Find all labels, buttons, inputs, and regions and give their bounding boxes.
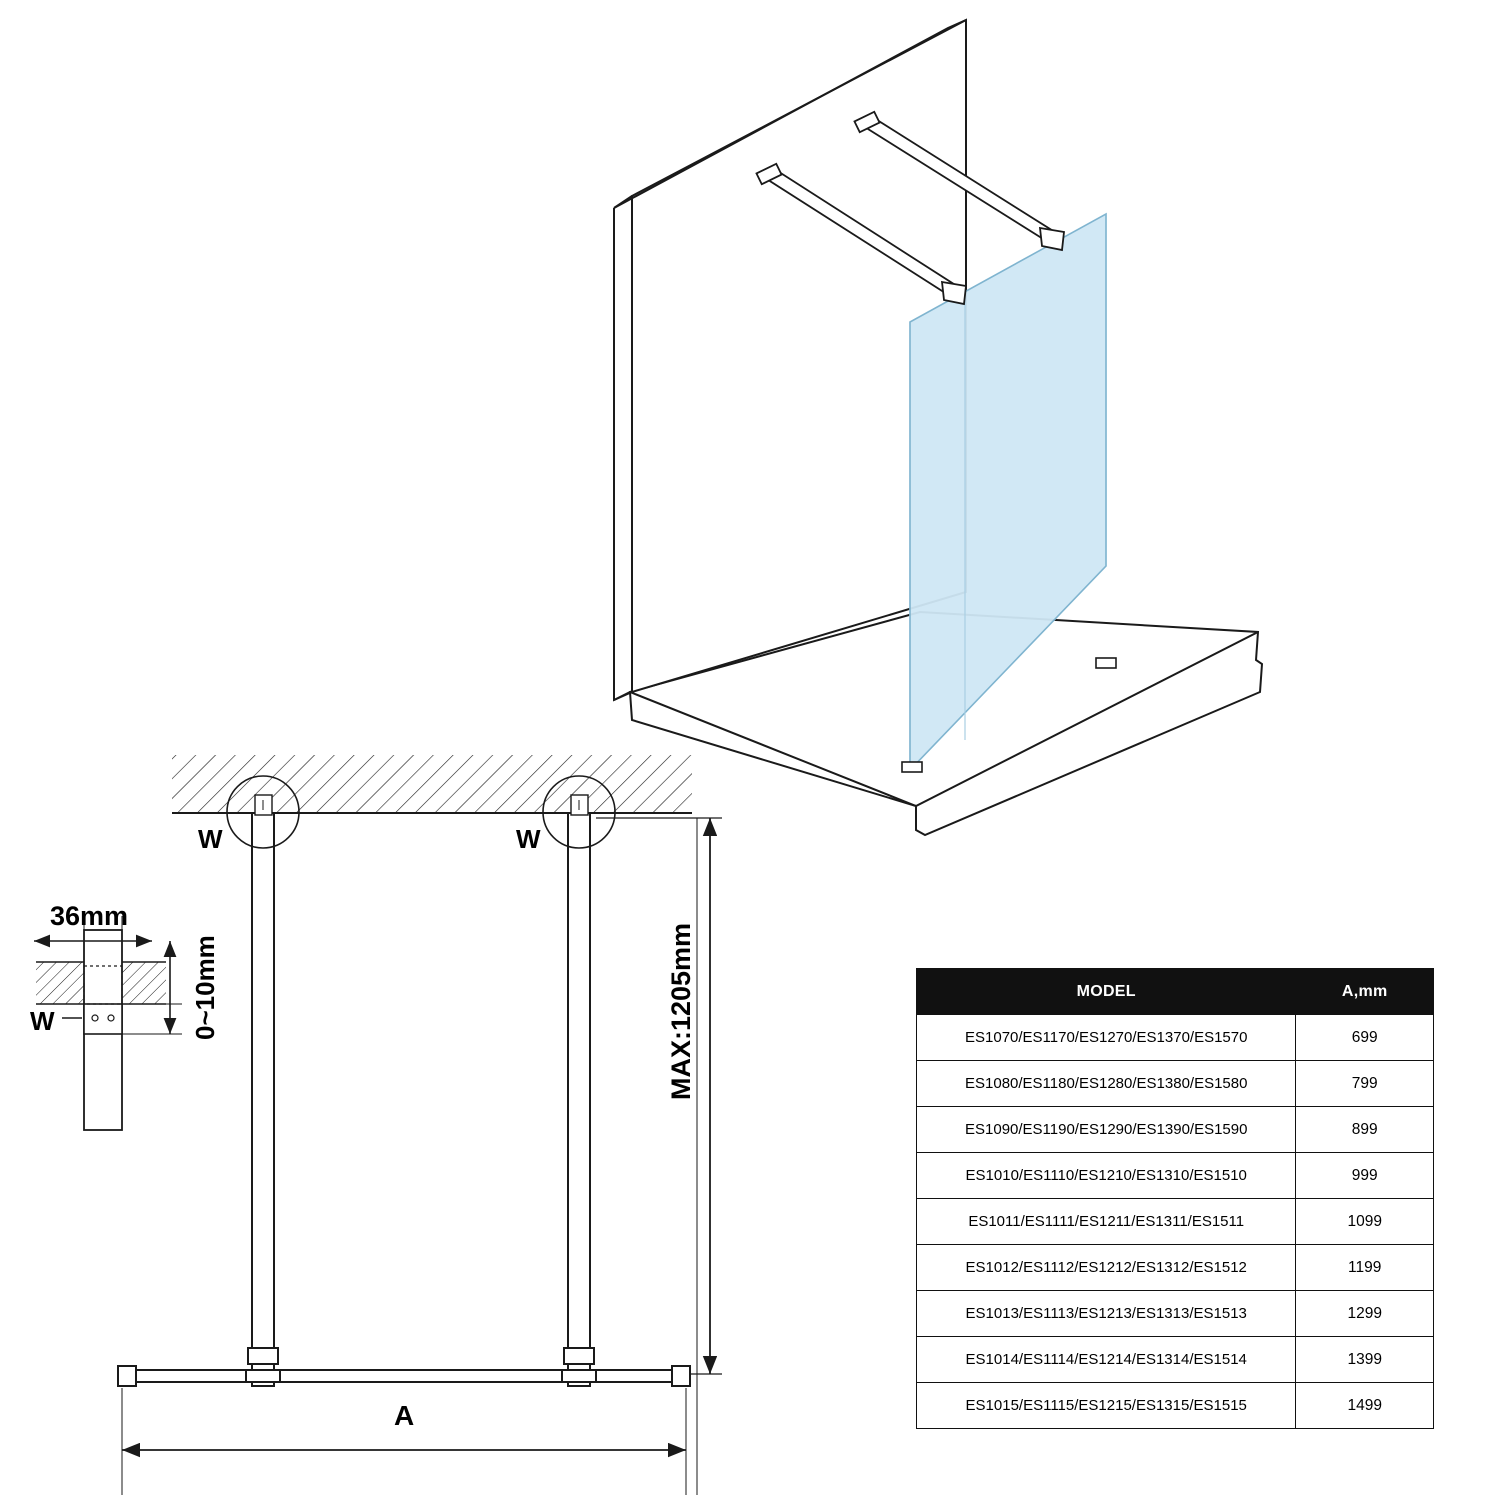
table-row	[917, 1337, 1434, 1383]
cell-a: 999	[1296, 1153, 1434, 1199]
cell-a: 1299	[1296, 1291, 1434, 1337]
label-w-right: W	[516, 824, 541, 854]
label-width-a: A	[394, 1400, 415, 1431]
label-w-left: W	[198, 824, 223, 854]
table-row	[917, 1291, 1434, 1337]
cell-model: ES1070/ES1170/ES1270/ES1370/ES1570	[917, 1015, 1296, 1061]
cell-model: ES1090/ES1190/ES1290/ES1390/ES1590	[917, 1107, 1296, 1153]
table-row	[917, 1015, 1434, 1061]
header-model: MODEL	[917, 969, 1296, 1015]
cell-a: 1399	[1296, 1337, 1434, 1383]
cell-model: ES1010/ES1110/ES1210/ES1310/ES1510	[917, 1153, 1296, 1199]
bottom-profile	[118, 1366, 690, 1386]
cell-model: ES1015/ES1115/ES1215/ES1315/ES1515	[917, 1383, 1296, 1429]
cell-a: 799	[1296, 1061, 1434, 1107]
cell-a: 1499	[1296, 1383, 1434, 1429]
cell-model: ES1013/ES1113/ES1213/ES1313/ES1513	[917, 1291, 1296, 1337]
perspective-view	[614, 20, 1262, 835]
table-row	[917, 1245, 1434, 1291]
table-row	[917, 1199, 1434, 1245]
vertical-bar-left	[248, 813, 278, 1386]
bracket-detail-view	[34, 916, 182, 1130]
cell-a: 899	[1296, 1107, 1434, 1153]
cell-model: ES1012/ES1112/ES1212/ES1312/ES1512	[917, 1245, 1296, 1291]
table-header-row	[917, 969, 1434, 1015]
table-row	[917, 1153, 1434, 1199]
cell-a: 699	[1296, 1015, 1434, 1061]
table-row	[917, 1061, 1434, 1107]
cell-model: ES1011/ES1111/ES1211/ES1311/ES1511	[917, 1199, 1296, 1245]
cell-a: 1199	[1296, 1245, 1434, 1291]
table-body	[917, 1015, 1434, 1429]
vertical-bar-right	[564, 813, 594, 1386]
label-max-height: MAX:1205mm	[666, 922, 696, 1100]
elevation-view	[118, 755, 722, 1495]
table-row	[917, 1107, 1434, 1153]
cell-a: 1099	[1296, 1199, 1434, 1245]
table-row	[917, 1383, 1434, 1429]
label-gap-range: 0~10mm	[190, 935, 220, 1040]
cell-model: ES1014/ES1114/ES1214/ES1314/ES1514	[917, 1337, 1296, 1383]
dimension-max-height	[596, 818, 722, 1495]
model-spec-table	[916, 968, 1434, 1429]
label-w-detail: W	[30, 1006, 55, 1036]
cell-model: ES1080/ES1180/ES1280/ES1380/ES1580	[917, 1061, 1296, 1107]
label-thickness: 36mm	[50, 901, 129, 931]
header-a-mm: A,mm	[1296, 969, 1434, 1015]
